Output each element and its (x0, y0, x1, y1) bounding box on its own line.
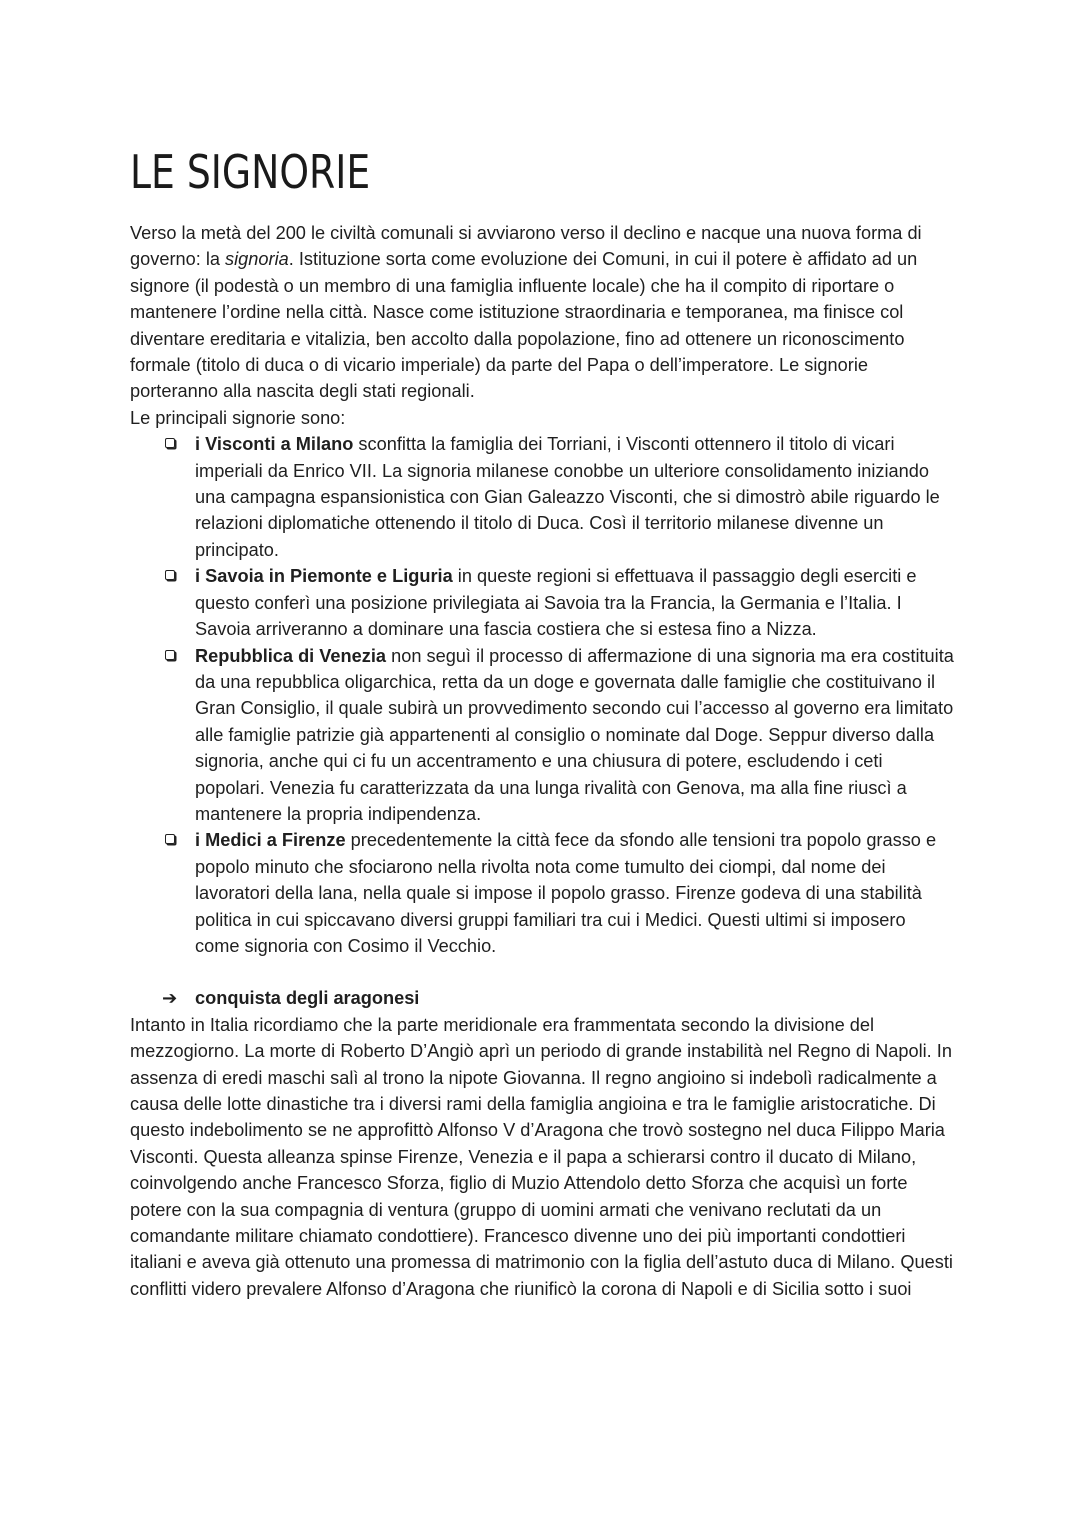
list-item (195, 431, 955, 563)
page-title: LE SIGNORIE (130, 145, 371, 199)
list-item-text: precedentemente la città fece da sfondo alle tensioni tra popolo grasso e popolo minuto che sfociarono nella rivolta nota come tumulto dei ciompi, dal nome dei lavoratori della lana, nella quale si impose il popolo grasso. Firenze godeva di una stabilità politica in cui spiccavano diversi gruppi familiari tra cui i Medici. Questi ultimi si imposero come signoria con Cosimo il Vecchio. (195, 830, 937, 956)
list-item-heading: i Medici a Firenze (195, 830, 346, 851)
checkbox-icon (165, 650, 175, 660)
spacer (130, 959, 955, 985)
intro-paragraph (130, 220, 955, 405)
list-item-text: sconfitta la famiglia dei Torriani, i Visconti ottennero il titolo di vicari imperiali da Enrico VII. La signoria milanese conobbe un ulteriore consolidamento iniziando una campagna espansionistica con Gian Galeazzo Visconti, che si dimostrò abile riguardo le relazioni diplomatiche ottenendo il titolo di Duca. Così il territorio milanese divenne un principato. (195, 434, 940, 560)
section-heading (130, 985, 955, 1011)
list-item (195, 827, 955, 959)
section-paragraph: Intanto in Italia ricordiamo che la parte meridionale era frammentata secondo la divisione del mezzogiorno. La morte di Roberto D’Angiò aprì un periodo di grande instabilità nel Regno di Napoli. In assenza di eredi maschi salì al trono la nipote Giovanna. Il regno angioino si indebolì radicalmente a causa delle lotte dinastiche tra i diversi rami della famiglia angioina e tra le famiglie aristocratiche. Di questo indebolimento se ne approfittò Alfonso V d’Aragona che trovò sostegno nel duca Filippo Maria Visconti. Questa alleanza spinse Firenze, Venezia e il papa a schierarsi contro il ducato di Milano, coinvolgendo anche Francesco Sforza, figlio di Muzio Attendolo detto Sforza che acquisì un forte potere con la sua compagnia di ventura (gruppo di uomini armati che venivano reclutati da un comandante militare chiamato condottiere). Francesco divenne uno dei più importanti condottieri italiani e aveva già ottenuto una promessa di matrimonio con la figlia dell’astuto duca di Milano. Questi conflitti videro prevalere Alfonso d’Aragona che riunificò la corona di Napoli e di Sicilia sotto i suoi (130, 1014, 953, 1299)
intro-text-1: Verso la metà del 200 le civiltà comunali si avviarono verso il declino e nacque una nuova forma di governo: la (130, 223, 922, 270)
intro-emphasis: signoria (225, 249, 289, 270)
list-item (195, 563, 955, 642)
list-item-heading: i Savoia in Piemonte e Liguria (195, 566, 453, 587)
intro-text-2: . Istituzione sorta come evoluzione dei Comuni, in cui il potere è affidato ad un signore (il podestà o un membro di una famiglia influente locale) che ha il compito di riportare o mantenere l’ordine nella città. Nasce come istituzione straordinaria e temporanea, ma finisce col diventare ereditaria e vitalizia, ben accolto dalla popolazione, fino ad ottenere un riconoscimento formale (titolo di duca o di vicario imperiale) da parte del Papa o dell’imperatore. Le signorie porteranno alla nascita degli stati regionali. (130, 249, 918, 402)
document-page (130, 142, 955, 1302)
list-item-heading: Repubblica di Venezia (195, 645, 387, 666)
signorie-list (130, 431, 955, 959)
arrow-right-icon: ➔ (162, 988, 178, 1009)
list-item-text: in queste regioni si effettuava il passaggio degli eserciti e questo conferì una posizione privilegiata ai Savoia tra la Francia, la Germania e l’Italia. I Savoia arriveranno a dominare una fascia costiera che si estesa fino a Nizza. (195, 566, 917, 640)
list-lead: Le principali signorie sono: (130, 407, 346, 428)
list-item (195, 643, 955, 828)
checkbox-icon (165, 570, 175, 580)
checkbox-icon (165, 438, 175, 448)
section-heading-text: conquista degli aragonesi (195, 988, 420, 1009)
list-item-heading: i Visconti a Milano (195, 434, 354, 455)
checkbox-icon (165, 834, 175, 844)
list-item-text: non seguì il processo di affermazione di una signoria ma era costituita da una repubblica oligarchica, retta da un doge e governata dalle famiglie che costituivano il Gran Consiglio, il quale subirà un provvedimento secondo cui l’accesso al governo era limitato alle famiglie patrizie già appartenenti al consiglio o nominate dal Doge. Seppur diverso dalla signoria, anche qui ci fu un accentramento e una chiusura di potere, escludendo i ceti popolari. Venezia fu caratterizzata da una lunga rivalità con Genova, ma alla fine riuscì a mantenere la propria indipendenza. (195, 645, 954, 824)
